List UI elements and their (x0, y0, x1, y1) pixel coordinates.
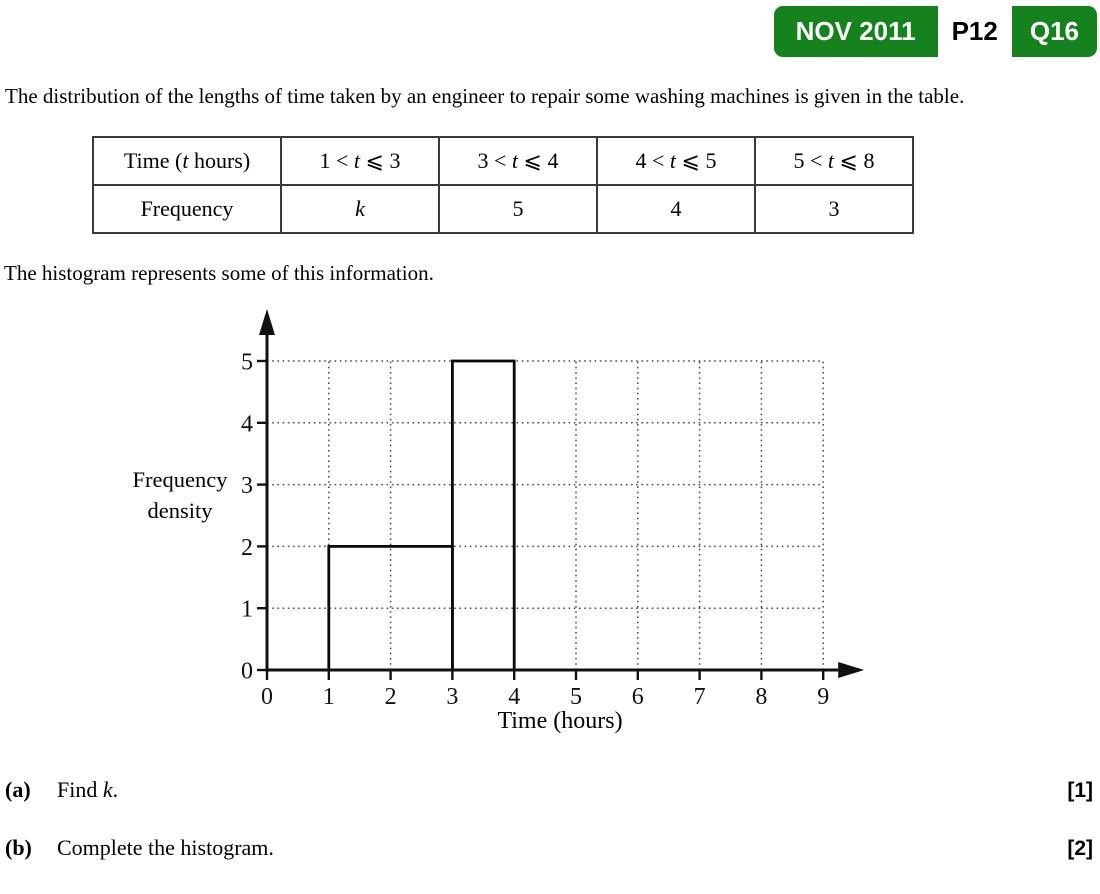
table-cell: Time (t hours) (93, 137, 281, 185)
badge-paper-label: P12 (938, 6, 1012, 57)
table-cell: 3 (755, 185, 913, 233)
table-cell: 3 < t ⩽ 4 (439, 137, 597, 185)
y-tick-label: 2 (241, 534, 253, 561)
histogram-caption: The histogram represents some of this information. (4, 261, 434, 285)
question-intro: The distribution of the lengths of time taken by an engineer to repair some washing machines is given in the table. (5, 84, 965, 108)
x-axis-label: Time (hours) (497, 708, 623, 734)
table-frequency-row (93, 185, 913, 233)
frequency-table (92, 136, 914, 234)
part-b-row (5, 833, 1093, 864)
part-label: (a) (5, 777, 31, 802)
part-text: Find k. (57, 777, 119, 802)
y-tick-label: 3 (241, 473, 253, 500)
histogram-plot (0, 304, 1100, 749)
x-tick-label: 6 (631, 684, 644, 710)
x-tick-label: 0 (261, 684, 273, 710)
badge-question-label: Q16 (1012, 6, 1097, 57)
table-cell: 5 < t ⩽ 8 (755, 137, 913, 185)
table-header-row (93, 137, 913, 185)
part-a-row (5, 775, 1093, 806)
y-tick-label: 5 (241, 349, 253, 376)
x-tick-label: 4 (508, 684, 521, 710)
marks-badge: [2] (1067, 837, 1093, 860)
part-text: Complete the histogram. (57, 835, 274, 860)
x-tick-label: 9 (817, 684, 830, 710)
x-tick-label: 1 (322, 684, 335, 710)
histogram-chart (0, 304, 1100, 749)
part-label: (b) (5, 835, 32, 860)
x-tick-label: 2 (384, 684, 397, 710)
x-axis-arrow-icon (838, 662, 864, 678)
y-tick-label: 4 (241, 411, 253, 438)
table-cell: Frequency (93, 185, 281, 233)
y-axis-arrow-icon (259, 309, 275, 335)
badge-session-label: NOV 2011 (774, 6, 938, 57)
x-tick-label: 7 (693, 684, 706, 710)
histogram-bar (452, 361, 514, 670)
question-badge (774, 6, 1097, 57)
y-axis-label: Frequency density (132, 467, 228, 523)
x-tick-label: 5 (570, 684, 582, 710)
marks-badge: [1] (1067, 779, 1093, 802)
table-cell: 4 (597, 185, 755, 233)
x-tick-label: 3 (446, 684, 459, 710)
table-cell: 1 < t ⩽ 3 (281, 137, 439, 185)
table-cell: 4 < t ⩽ 5 (597, 137, 755, 185)
table-cell: k (281, 185, 439, 233)
question-parts (5, 775, 1093, 864)
x-tick-label: 8 (755, 684, 768, 710)
y-tick-label: 0 (241, 658, 253, 685)
table-cell: 5 (439, 185, 597, 233)
y-tick-label: 1 (241, 596, 253, 623)
